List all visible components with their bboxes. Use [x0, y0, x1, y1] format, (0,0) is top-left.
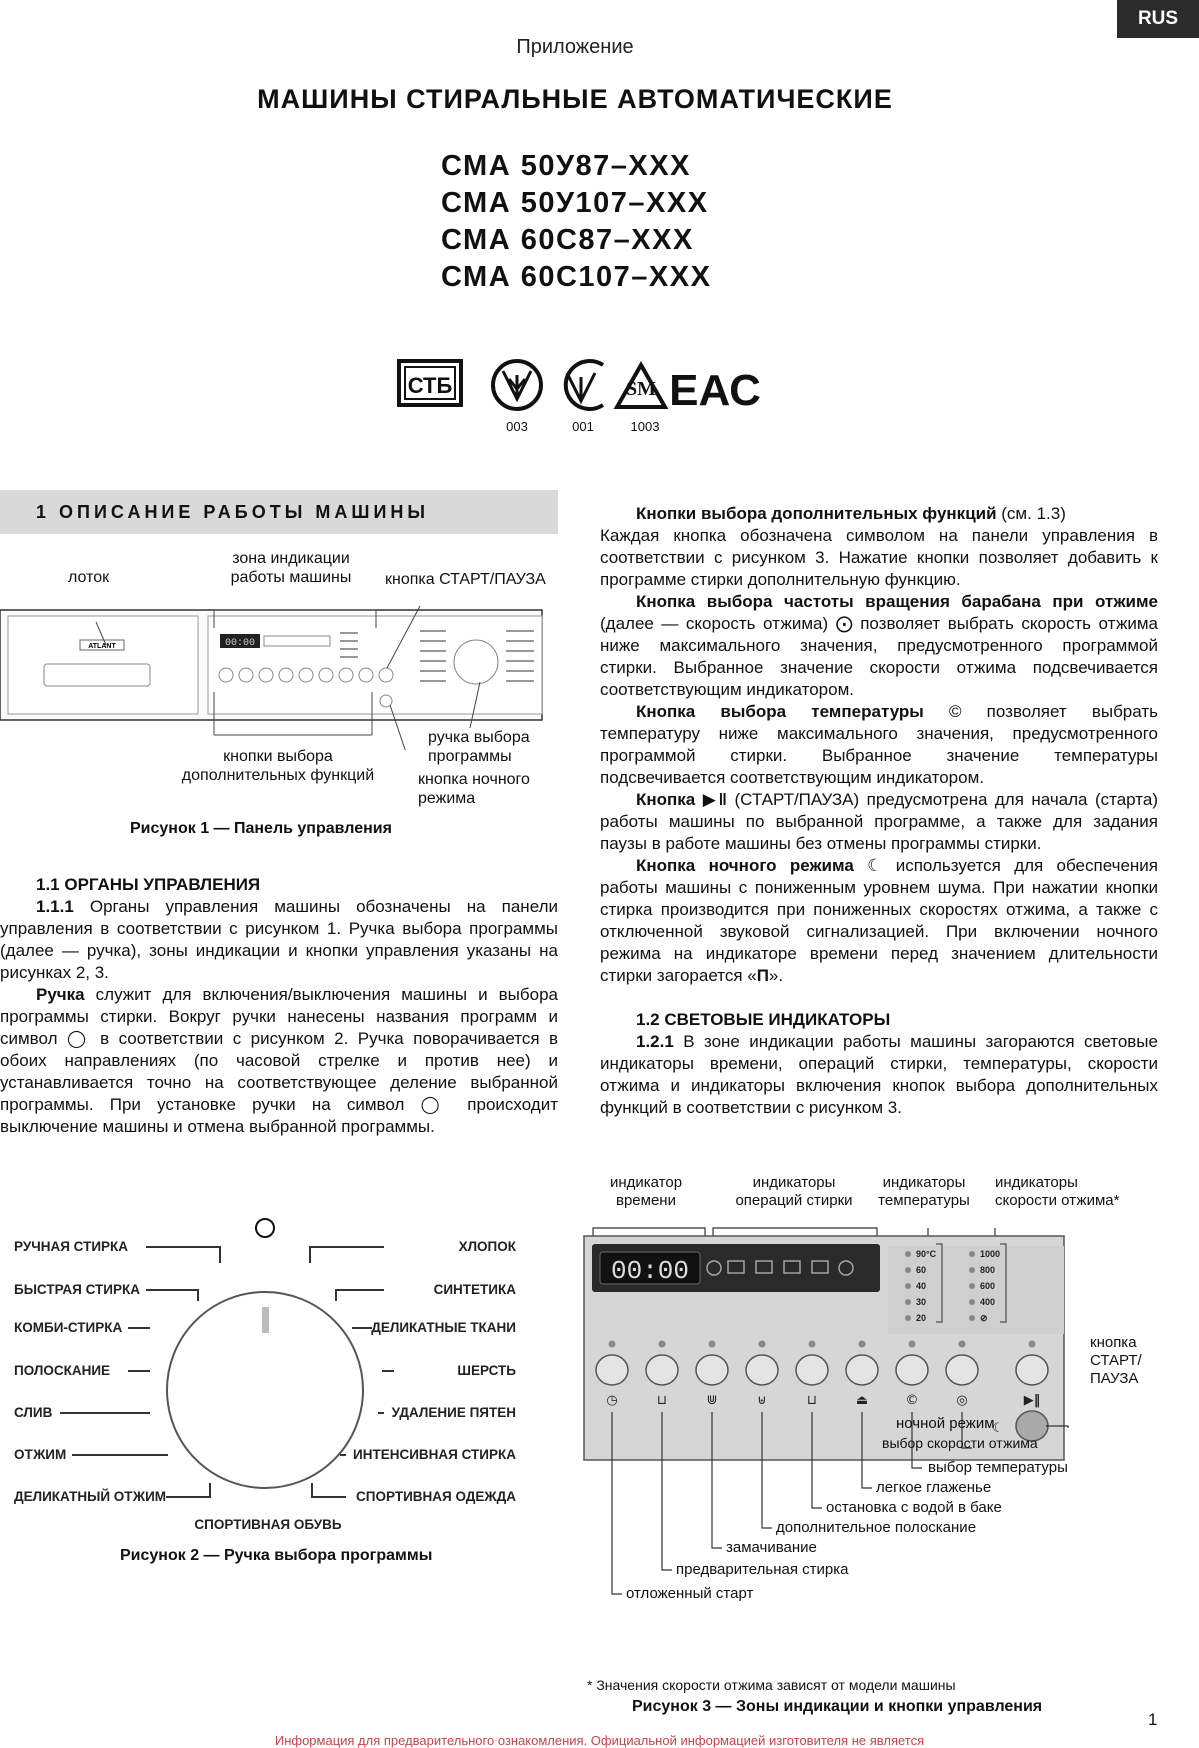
fig3-label-operations: индикаторы операций стирки [735, 1174, 853, 1209]
program-label: ДЕЛИКАТНЫЙ ОТЖИМ [14, 1489, 167, 1504]
cert-mark-1003-icon [617, 365, 665, 434]
fig1-label-zone: зона индикации работы машины [230, 550, 352, 586]
cert-mark-003-icon [493, 361, 541, 434]
temperature-button [896, 1355, 928, 1385]
program-label: ХЛОПОК [458, 1239, 516, 1254]
fig3-label-extra-rinse: дополнительное полоскание [776, 1519, 977, 1536]
spin-icon: ⨀ [835, 614, 853, 633]
start-pause-icon: ▶‖ [702, 790, 727, 809]
temp-value: 60 [916, 1265, 927, 1275]
eac-mark-icon: ЕАС [669, 366, 761, 415]
model-item: СМА 50У87–XXX [441, 150, 691, 182]
rinse-hold-icon: ⊔ [806, 1393, 818, 1408]
fig3-label-time: индикатор времени [609, 1174, 683, 1209]
spin-icon: ◎ [956, 1393, 968, 1408]
soak-icon: ⋓ [706, 1393, 718, 1408]
section-1-1: 1.1 ОРГАНЫ УПРАВЛЕНИЯ 1.1.1 Органы управления машины обозначены на панели управления в соответствии с рисунком 1. Ручка выбора программы (далее — ручка), зоны индикации и кнопки управления указаны на рисунках 2, 3. Ручка служит для включения/выключения машины и выбора программы стирки. Вокруг ручки нанесены названия программ и символ ◯ в соответствии с рисунком 2. Ручка поворачивается в обоих направлениях (по часовой стрелке и против нее) и устанавливается точно на соответствующее деление выбранной программы. При установке ручки на символ ◯ происходит выключение машины и отмена выбранной программы. [0, 875, 558, 1136]
cert-mark-001-icon [566, 361, 603, 434]
model-item: СМА 60С87–XXX [441, 224, 694, 256]
iron-icon: ⏏ [855, 1393, 869, 1408]
fig3-label-night: ночной режим [896, 1415, 995, 1432]
speed-value: 1000 [980, 1249, 1001, 1259]
fig1-caption: Рисунок 1 — Панель управления [130, 820, 392, 837]
program-label: СПОРТИВНАЯ ОДЕЖДА [356, 1489, 516, 1504]
program-label: РУЧНАЯ СТИРКА [14, 1239, 129, 1254]
program-label: ИНТЕНСИВНАЯ СТИРКА [353, 1447, 516, 1462]
fig3-label-delay: отложенный старт [626, 1585, 754, 1602]
soak-button [696, 1355, 728, 1385]
model-item: СМА 50У107–XXX [441, 187, 709, 219]
temp-value: 30 [916, 1297, 927, 1307]
fig1-label-knob: ручка выбора программы [428, 729, 530, 765]
fig1-label-tray: лоток [68, 569, 110, 586]
fig3-label-start: кнопка СТАРТ/ ПАУЗА [1090, 1334, 1142, 1387]
footer-disclaimer: Информация для предварительного ознакомления. Официальной информацией изготовителя не является [274, 1733, 925, 1748]
fig3-label-soak: замачивание [726, 1539, 817, 1556]
spin-speed-button [946, 1355, 978, 1385]
cert-code: 1003 [630, 419, 660, 434]
prewash-icon: ⊔ [656, 1393, 668, 1408]
svg-text:СТБ: СТБ [407, 373, 453, 398]
cert-code: 001 [572, 419, 594, 434]
rinse-hold-button [796, 1355, 828, 1385]
temp-value: 40 [916, 1281, 927, 1291]
brand-logo: ATLANT [88, 643, 116, 650]
extra-rinse-button [746, 1355, 778, 1385]
temp-value: 90°C [916, 1249, 937, 1259]
night-symbol-icon: П [756, 966, 769, 985]
delay-start-button [596, 1355, 628, 1385]
easy-iron-button [846, 1355, 878, 1385]
clock-icon: ◷ [606, 1393, 618, 1408]
off-symbol-icon: ◯ [420, 1095, 452, 1114]
program-label: ШЕРСТЬ [457, 1363, 516, 1378]
section-1-2-title: 1.2 СВЕТОВЫЕ ИНДИКАТОРЫ [636, 1010, 891, 1029]
spin-off-icon: ⊘ [980, 1313, 988, 1323]
fig1-display: 00:00 [224, 638, 256, 649]
program-label: УДАЛЕНИЕ ПЯТЕН [391, 1405, 516, 1420]
off-symbol-icon: ◯ [66, 1029, 91, 1048]
program-label: СЛИВ [14, 1405, 53, 1420]
stb-mark-icon [399, 361, 461, 405]
program-label: ПОЛОСКАНИЕ [14, 1363, 111, 1378]
certification-marks [395, 355, 775, 445]
extra-rinse-icon: ⊎ [757, 1393, 767, 1408]
fig3-panel [580, 1210, 1100, 1660]
fig3-label-temperature: индикаторы температуры [878, 1174, 970, 1209]
temp-value: 20 [916, 1313, 927, 1323]
program-label: СИНТЕТИКА [433, 1282, 516, 1297]
language-badge: RUS [1117, 0, 1199, 38]
night-mode-icon: ☾ [867, 856, 883, 875]
fig1-label-start: кнопка СТАРТ/ПАУЗА [385, 571, 546, 588]
fig1-label-night: кнопка ночного режима [418, 771, 530, 807]
temperature-icon: © [905, 1393, 919, 1408]
start-pause-icon: ▶‖ [1023, 1393, 1041, 1408]
night-mode-icon: ☾ [992, 1421, 1004, 1436]
speed-value: 800 [980, 1265, 996, 1275]
fig3-caption: Рисунок 3 — Зоны индикации и кнопки управления [632, 1698, 1043, 1715]
fig3-label-rinse-hold: остановка с водой в баке [826, 1499, 1002, 1516]
page-title: МАШИНЫ СТИРАЛЬНЫЕ АВТОМАТИЧЕСКИЕ [257, 84, 893, 114]
cert-code: 003 [506, 419, 528, 434]
fig3-display: 00:00 [610, 1256, 690, 1286]
section-heading: 1 ОПИСАНИЕ РАБОТЫ МАШИНЫ [0, 490, 558, 534]
fig3-label-easy-iron: легкое глаженье [876, 1479, 992, 1496]
fig2-caption: Рисунок 2 — Ручка выбора программы [120, 1547, 433, 1564]
page-number: 1 [1148, 1710, 1158, 1729]
fig3-label-prewash: предварительная стирка [676, 1561, 849, 1578]
svg-text:SM: SM [626, 378, 656, 400]
fig3-note: * Значения скорости отжима зависят от модели машины [587, 1677, 956, 1693]
fig1-control-panel [0, 600, 560, 750]
off-symbol-icon [256, 1219, 274, 1237]
model-item: СМА 60С107–XXX [441, 261, 712, 293]
fig1-label-extra: кнопки выбора дополнительных функций [181, 748, 375, 784]
temperature-icon: © [949, 702, 962, 721]
program-label: БЫСТРАЯ СТИРКА [14, 1282, 140, 1297]
start-pause-button [1016, 1355, 1048, 1385]
speed-value: 400 [980, 1297, 996, 1307]
section-1-1-title: 1.1 ОРГАНЫ УПРАВЛЕНИЯ [36, 875, 261, 894]
program-label: ДЕЛИКАТНЫЕ ТКАНИ [371, 1320, 516, 1335]
program-label: КОМБИ-СТИРКА [14, 1320, 123, 1335]
fig3-label-spin-select: выбор скорости отжима [882, 1435, 1038, 1451]
model-list [441, 148, 711, 296]
fig3-label-temp-select: выбор температуры [928, 1459, 1068, 1476]
prewash-button [646, 1355, 678, 1385]
right-column: Кнопки выбора дополнительных функций (см. 1.3) Каждая кнопка обозначена символом на панели управления в соответствии с рисунком 3. Нажатие кнопки позволяет добавить к программе стирки дополнительную функцию. Кнопка выбора частоты вращения барабана при отжиме (далее — скорость отжима) ⨀ позволяет выбрать скорость отжима ниже максимального значения, предусмотренного программой стирки. Выбранное значение скорости отжима подсвечивается соответствующим индикатором. Кнопка выбора температуры © позволяет выбрать температуру ниже максимального значения, предусмотренного программой стирки. Выбранное значение температуры подсвечивается соответствующим индикатором. Кнопка ▶‖ (СТАРТ/ПАУЗА) предусмотрена для начала (старта) работы машины по выбранной программе, а также для задания паузы в работе машины без отмены программы стирки. Кнопка ночного режима ☾ используется для обеспечения работы машины с пониженным уровнем шума. При нажатии кнопки стирка производится при пониженных скоростях отжима, а также с отключенной звуковой сигнализацией. При включении ночного режима на индикаторе времени перед значением длительности стирки загорается «П». 1.2 СВЕТОВЫЕ ИНДИКАТОРЫ 1.2.1 В зоне индикации работы машины загораются световые индикаторы времени, операций стирки, температуры, скорости отжима и индикаторы включения кнопок выбора дополнительных функций в соответствии с рисунком 3. [600, 504, 1159, 1117]
program-label: СПОРТИВНАЯ ОБУВЬ [194, 1517, 342, 1532]
speed-value: 600 [980, 1281, 996, 1291]
fig2-program-knob [0, 1215, 560, 1545]
fig3-label-spin: индикаторы скорости отжима* [995, 1174, 1120, 1209]
program-label: ОТЖИМ [14, 1447, 67, 1462]
subtitle: Приложение [516, 36, 634, 58]
